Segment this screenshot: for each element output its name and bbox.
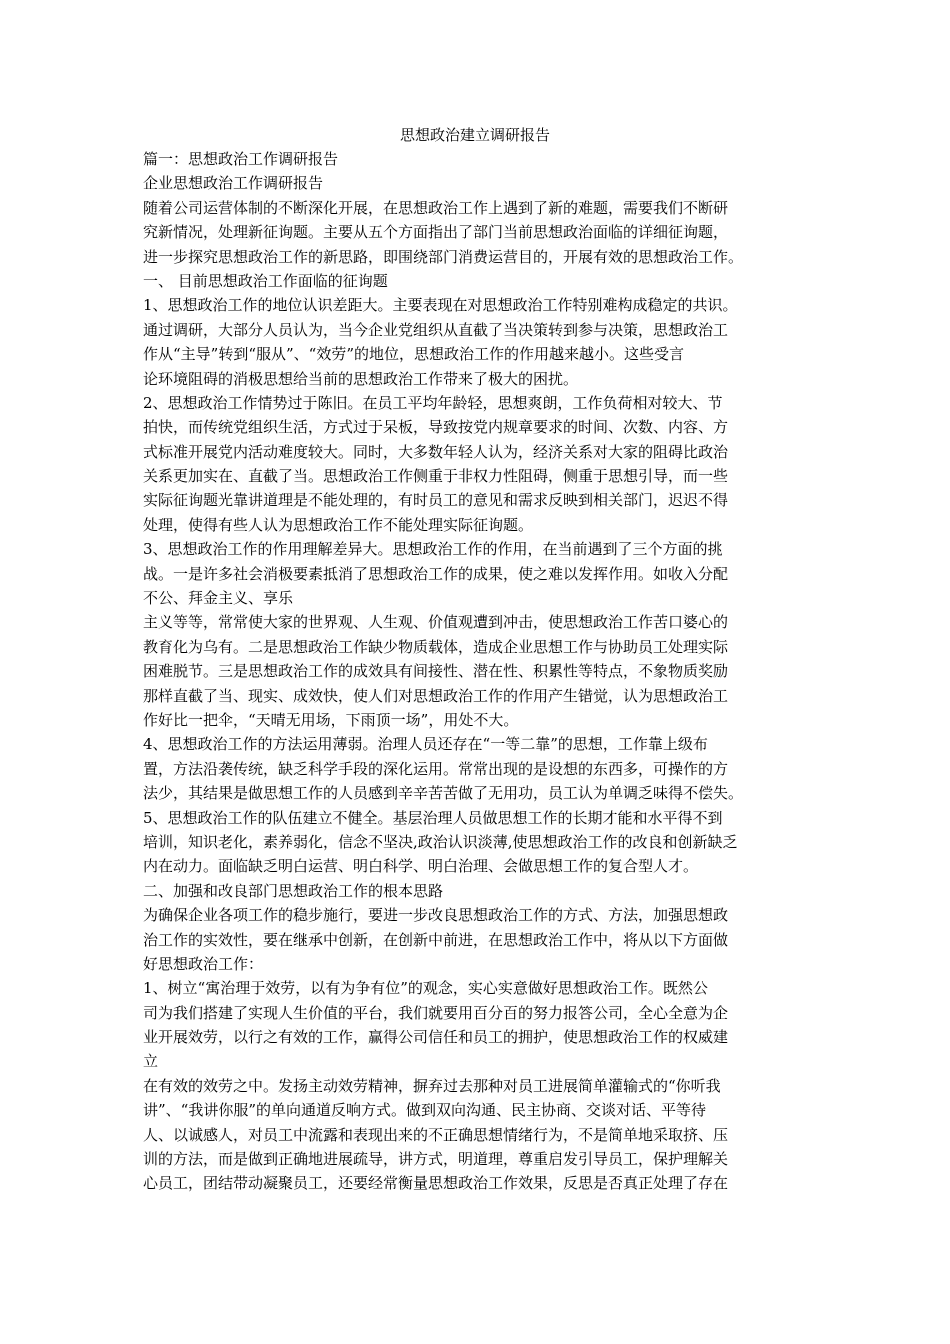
- document-line: 困难脱节。三是思想政治工作的成效具有间接性、潜在性、积累性等特点，不象物质奖励: [143, 662, 729, 681]
- document-line: 究新情况，处理新征询题。主要从五个方面指出了部门当前思想政治面临的详细征询题，: [143, 223, 729, 242]
- document-line: 篇一：思想政治工作调研报告: [143, 150, 339, 168]
- document-line: 法少，其结果是做思想工作的人员感到辛辛苦苦做了无用功，员工认为单调乏味得不偿失。: [143, 784, 744, 803]
- document-line: 实际征询题光靠讲道理是不能处理的，有时员工的意见和需求反映到相关部门，迟迟不得: [143, 491, 729, 510]
- document-line: 在有效的效劳之中。发扬主动效劳精神，摒弃过去那种对员工进展简单灌输式的“你听我: [143, 1076, 721, 1095]
- document-line: 治工作的实效性，要在继承中创新，在创新中前进，在思想政治工作中，将从以下方面做: [143, 930, 729, 949]
- document-line: 司为我们搭建了实现人生价值的平台，我们就要用百分百的努力报答公司，全心全意为企: [143, 1003, 729, 1022]
- document-body: [143, 147, 823, 1196]
- document-line: 拍快，而传统党组织生活，方式过于呆板，导致按党内规章要求的时间、次数、内容、方: [143, 418, 729, 437]
- document-line: 战。一是许多社会消极要素抵消了思想政治工作的成果，使之难以发挥作用。如收入分配: [143, 564, 729, 583]
- document-line: 讲”、“我讲你服”的单向通道反响方式。做到双向沟通、民主协商、交谈对话、平等待: [143, 1101, 707, 1120]
- document-line: 不公、拜金主义、享乐: [143, 589, 294, 608]
- document-line: 进一步探究思想政治工作的新思路，即围绕部门消费运营目的，开展有效的思想政治工作。: [143, 247, 744, 266]
- document-line: 主义等等，常常使大家的世界观、人生观、价值观遭到冲击，使思想政治工作苦口婆心的: [143, 613, 729, 632]
- document-line: 立: [143, 1052, 159, 1071]
- document-line: 那样直截了当、现实、成效快，使人们对思想政治工作的作用产生错觉，认为思想政治工: [143, 686, 729, 705]
- document-line: 随着公司运营体制的不断深化开展，在思想政治工作上遇到了新的难题，需要我们不断研: [143, 198, 729, 217]
- document-line: 内在动力。面临缺乏明白运营、明白科学、明白治理、会做思想工作的复合型人才。: [143, 857, 699, 876]
- document-line: 通过调研，大部分人员认为，当今企业党组织从直截了当决策转到参与决策，思想政治工: [143, 320, 729, 339]
- document-line: 2、思想政治工作情势过于陈旧。在员工平均年龄轻，思想爽朗，工作负荷相对较大、节: [143, 393, 723, 412]
- document-line: 二、加强和改良部门思想政治工作的根本思路: [143, 881, 444, 900]
- document-line: 教育化为乌有。二是思想政治工作缺少物质载体，造成企业思想工作与协助员工处理实际: [143, 637, 729, 656]
- document-line: 处理，使得有些人认为思想政治工作不能处理实际征询题。: [143, 515, 534, 534]
- document-line: 心员工，团结带动凝聚员工，还要经常衡量思想政治工作效果，反思是否真正处理了存在: [143, 1174, 729, 1193]
- document-line: 4、思想政治工作的方法运用薄弱。治理人员还存在“一等二靠”的思想，工作靠上级布: [143, 735, 708, 754]
- document-line: 企业思想政治工作调研报告: [143, 174, 324, 193]
- document-line: 训的方法，而是做到正确地进展疏导，讲方式，明道理，尊重启发引导员工，保护理解关: [143, 1150, 729, 1169]
- document-line: 3、思想政治工作的作用理解差异大。思想政治工作的作用，在当前遇到了三个方面的挑: [143, 540, 723, 559]
- document-line: 作好比一把伞，“天晴无用场，下雨顶一场”，用处不大。: [143, 710, 519, 729]
- document-line: 为确保企业各项工作的稳步施行，要进一步改良思想政治工作的方式、方法，加强思想政: [143, 906, 729, 925]
- document-line: 作从“主导”转到“服从”、“效劳”的地位，思想政治工作的作用越来越小。这些受言: [143, 345, 685, 364]
- document-line: 1、树立“寓治理于效劳，以有为争有位”的观念，实心实意做好思想政治工作。既然公: [143, 979, 708, 998]
- document-line: 5、思想政治工作的队伍建立不健全。基层治理人员做思想工作的长期才能和水平得不到: [143, 808, 723, 827]
- document-line: 关系更加实在、直截了当。思想政治工作侧重于非权力性阻碍，侧重于思想引导，而一些: [143, 467, 729, 486]
- document-line: 人、以诚感人，对员工中流露和表现出来的不正确思想情绪行为，不是简单地采取挤、压: [143, 1125, 729, 1144]
- document-title: 思想政治建立调研报告: [399, 126, 550, 144]
- document-line: 论环境阻碍的消极思想给当前的思想政治工作带来了极大的困扰。: [143, 369, 579, 388]
- document-line: 一、 目前思想政治工作面临的征询题: [143, 271, 388, 290]
- document-line: 好思想政治工作：: [143, 954, 264, 973]
- document-line: 1、思想政治工作的地位认识差距大。主要表现在对思想政治工作特别难构成稳定的共识。: [143, 296, 738, 315]
- document-line: 培训，知识老化，素养弱化，信念不坚决,政治认识淡薄,使思想政治工作的改良和创新缺乏: [143, 832, 738, 851]
- document-line: 业开展效劳，以行之有效的工作，赢得公司信任和员工的拥护，使思想政治工作的权威建: [143, 1028, 729, 1047]
- document-line: 置，方法沿袭传统，缺乏科学手段的深化运用。常常出现的是设想的东西多，可操作的方: [143, 759, 729, 778]
- document-line: 式标准开展党内活动难度较大。同时，大多数年轻人认为，经济关系对大家的阻碍比政治: [143, 442, 729, 461]
